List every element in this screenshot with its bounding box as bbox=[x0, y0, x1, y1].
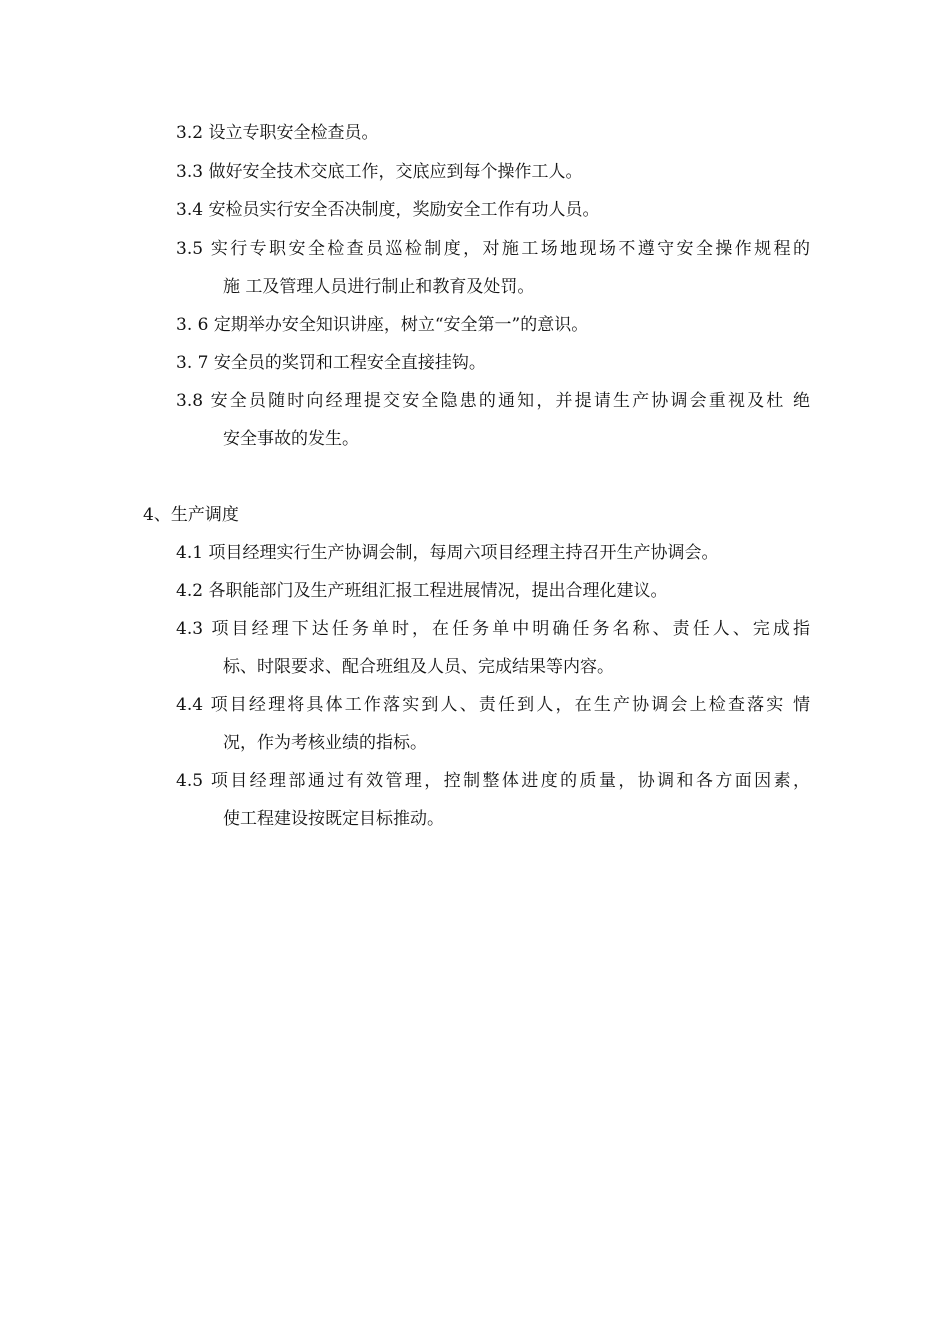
item-3-2: 3.2 设立专职安全检查员。 bbox=[176, 123, 379, 143]
item-4-1: 4.1 项目经理实行生产协调会制，每周六项目经理主持召开生产协调会。 bbox=[176, 543, 719, 563]
item-4-5: 4.5 项目经理部通过有效管理，控制整体进度的质量，协调和各方面因素， bbox=[176, 771, 810, 791]
item-3-6: 3. 6 定期举办安全知识讲座，树立“安全第一”的意识。 bbox=[176, 315, 589, 335]
item-4-3: 4.3 项目经理下达任务单时，在任务单中明确任务名称、责任人、完成指 bbox=[176, 619, 810, 639]
item-3-5-continuation: 施 工及管理人员进行制止和教育及处罚。 bbox=[223, 277, 535, 297]
item-3-5: 3.5 实行专职安全检查员巡检制度，对施工场地现场不遵守安全操作规程的 bbox=[176, 239, 810, 259]
item-4-3-continuation: 标、时限要求、配合班组及人员、完成结果等内容。 bbox=[223, 657, 614, 677]
item-4-5-continuation: 使工程建设按既定目标推动。 bbox=[223, 809, 444, 829]
section-heading-production-scheduling: 4、生产调度 bbox=[143, 505, 239, 525]
item-3-3: 3.3 做好安全技术交底工作，交底应到每个操作工人。 bbox=[176, 162, 583, 182]
item-4-4-continuation: 况，作为考核业绩的指标。 bbox=[223, 733, 427, 753]
item-4-2: 4.2 各职能部门及生产班组汇报工程进展情况，提出合理化建议。 bbox=[176, 581, 668, 601]
item-3-8-continuation: 安全事故的发生。 bbox=[223, 429, 359, 449]
item-4-4: 4.4 项目经理将具体工作落实到人、责任到人，在生产协调会上检查落实 情 bbox=[176, 695, 810, 715]
item-3-7: 3. 7 安全员的奖罚和工程安全直接挂钩。 bbox=[176, 353, 486, 373]
item-3-8: 3.8 安全员随时向经理提交安全隐患的通知，并提请生产协调会重视及杜 绝 bbox=[176, 391, 810, 411]
item-3-4: 3.4 安检员实行安全否决制度，奖励安全工作有功人员。 bbox=[176, 200, 600, 220]
